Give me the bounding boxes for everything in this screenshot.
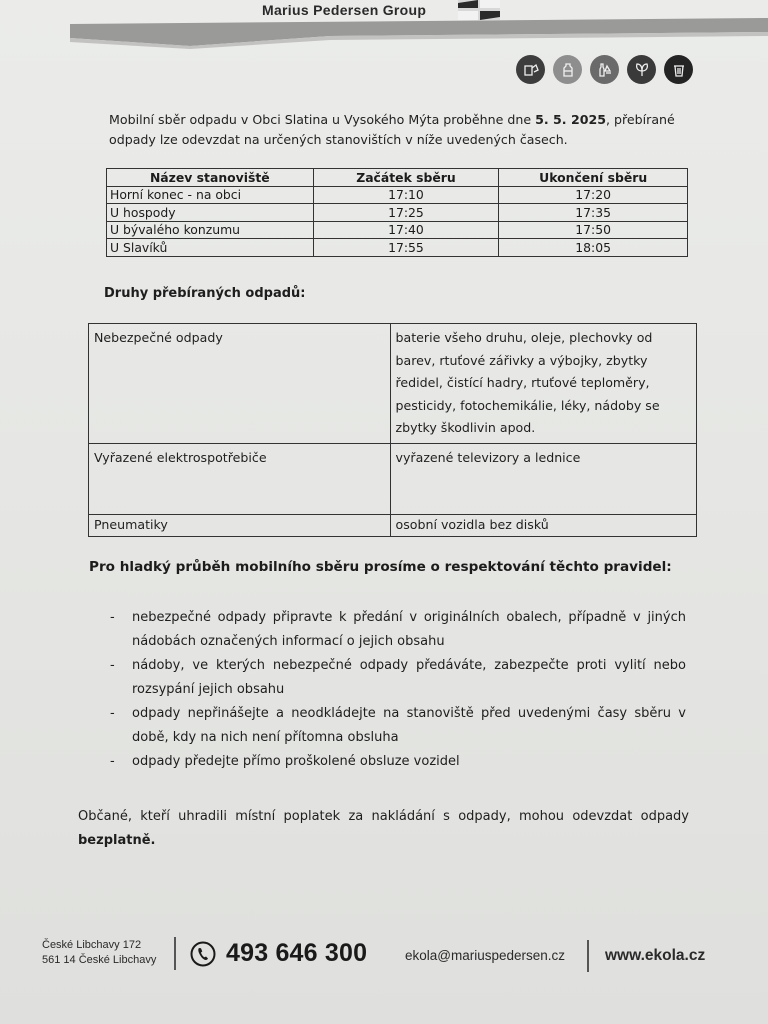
table-row xyxy=(107,221,688,239)
footer-divider xyxy=(587,940,589,972)
end-time-cell: 17:50 xyxy=(499,221,688,239)
glass-recycling-icon xyxy=(590,55,619,84)
end-time-cell: 17:35 xyxy=(499,204,688,222)
rule-item xyxy=(108,702,686,750)
paper-recycling-icon xyxy=(516,55,545,84)
rule-item xyxy=(108,654,686,702)
address-line-1: České Libchavy 172 xyxy=(42,939,142,951)
closing-text: Občané, kteří uhradili místní poplatek za nakládání s odpady, mohou odevzdat odpady xyxy=(78,809,689,824)
intro-paragraph xyxy=(109,110,699,150)
footer-address xyxy=(42,938,156,968)
table-row xyxy=(107,204,688,222)
rules-list xyxy=(108,606,686,774)
bio-leaf-icon xyxy=(627,55,656,84)
brand-name: Marius Pedersen Group xyxy=(262,2,427,18)
end-time-cell: 17:20 xyxy=(499,186,688,204)
waste-category-cell: Nebezpečné odpady xyxy=(89,324,391,444)
phone-icon xyxy=(190,941,216,967)
waste-types-table xyxy=(88,323,697,537)
table-row xyxy=(89,443,697,514)
table-row xyxy=(89,514,697,536)
waste-bin-icon xyxy=(664,55,693,84)
table-row xyxy=(107,239,688,257)
start-time-cell: 17:40 xyxy=(313,221,499,239)
email-link[interactable]: ekola@mariuspedersen.cz xyxy=(405,948,566,963)
waste-description-cell: vyřazené televizory a lednice xyxy=(390,443,696,514)
table-row xyxy=(89,324,697,444)
intro-text-after: , přebírané odpady lze odevzdat na určených stanovištích v níže uvedených časech. xyxy=(109,112,675,147)
location-cell: U hospody xyxy=(107,204,314,222)
start-time-cell: 17:55 xyxy=(313,239,499,257)
rule-text: nádoby, ve kterých nebezpečné odpady předáváte, zabezpečte proti vylití nebo rozsypání jejich obsahu xyxy=(132,658,686,697)
column-header-end: Ukončení sběru xyxy=(499,169,688,187)
start-time-cell: 17:25 xyxy=(313,204,499,222)
collection-schedule-table xyxy=(106,168,688,257)
footer-divider xyxy=(174,937,176,970)
closing-paragraph xyxy=(78,805,689,853)
phone-number[interactable]: 493 646 300 xyxy=(226,939,368,967)
company-logo-icon xyxy=(458,0,500,20)
rule-text: nebezpečné odpady připravte k předání v originálních obalech, případně v jiných nádobách označených informací o jejich obsahu xyxy=(132,610,686,649)
rule-text: odpady nepřinášejte a neodkládejte na stanoviště před uvedenými časy sběru v době, kdy na nich není přítomna obsluha xyxy=(132,706,686,745)
location-cell: U Slavíků xyxy=(107,239,314,257)
waste-description-cell: osobní vozidla bez disků xyxy=(390,514,696,536)
rule-item xyxy=(108,750,686,774)
waste-type-icons xyxy=(516,55,693,84)
rule-text: odpady předejte přímo proškolené obsluze vozidel xyxy=(132,754,460,769)
location-cell: U bývalého konzumu xyxy=(107,221,314,239)
bullet-dash: - xyxy=(110,706,115,721)
waste-description-cell: baterie všeho druhu, oleje, plechovky od barev, rtuťové zářivky a výbojky, zbytky ředidel, čistící hadry, rtuťové teploměry, pesticidy, fotochemikálie, léky, nádoby se zbytky škodlivin apod. xyxy=(390,324,696,444)
location-cell: Horní konec - na obci xyxy=(107,186,314,204)
bullet-dash: - xyxy=(110,754,115,769)
waste-types-heading: Druhy přebíraných odpadů: xyxy=(104,286,306,301)
address-line-2: 561 14 České Libchavy xyxy=(42,954,157,966)
rules-heading: Pro hladký průběh mobilního sběru prosíme o respektování těchto pravidel: xyxy=(89,559,672,575)
plastic-bottle-icon xyxy=(553,55,582,84)
end-time-cell: 18:05 xyxy=(499,239,688,257)
table-row xyxy=(107,186,688,204)
column-header-start: Začátek sběru xyxy=(313,169,499,187)
header-swoosh-decoration xyxy=(70,18,768,58)
waste-category-cell: Vyřazené elektrospotřebiče xyxy=(89,443,391,514)
rule-item xyxy=(108,606,686,654)
website-link[interactable]: www.ekola.cz xyxy=(605,947,706,964)
closing-emphasis: bezplatně. xyxy=(78,833,156,848)
intro-text-before: Mobilní sběr odpadu v Obci Slatina u Vysokého Mýta proběhne dne xyxy=(109,112,536,127)
start-time-cell: 17:10 xyxy=(313,186,499,204)
bullet-dash: - xyxy=(110,610,115,625)
table-header-row xyxy=(107,169,688,187)
collection-date: 5. 5. 2025 xyxy=(535,112,607,127)
bullet-dash: - xyxy=(110,658,115,673)
waste-category-cell: Pneumatiky xyxy=(89,514,391,536)
column-header-location: Název stanoviště xyxy=(107,169,314,187)
